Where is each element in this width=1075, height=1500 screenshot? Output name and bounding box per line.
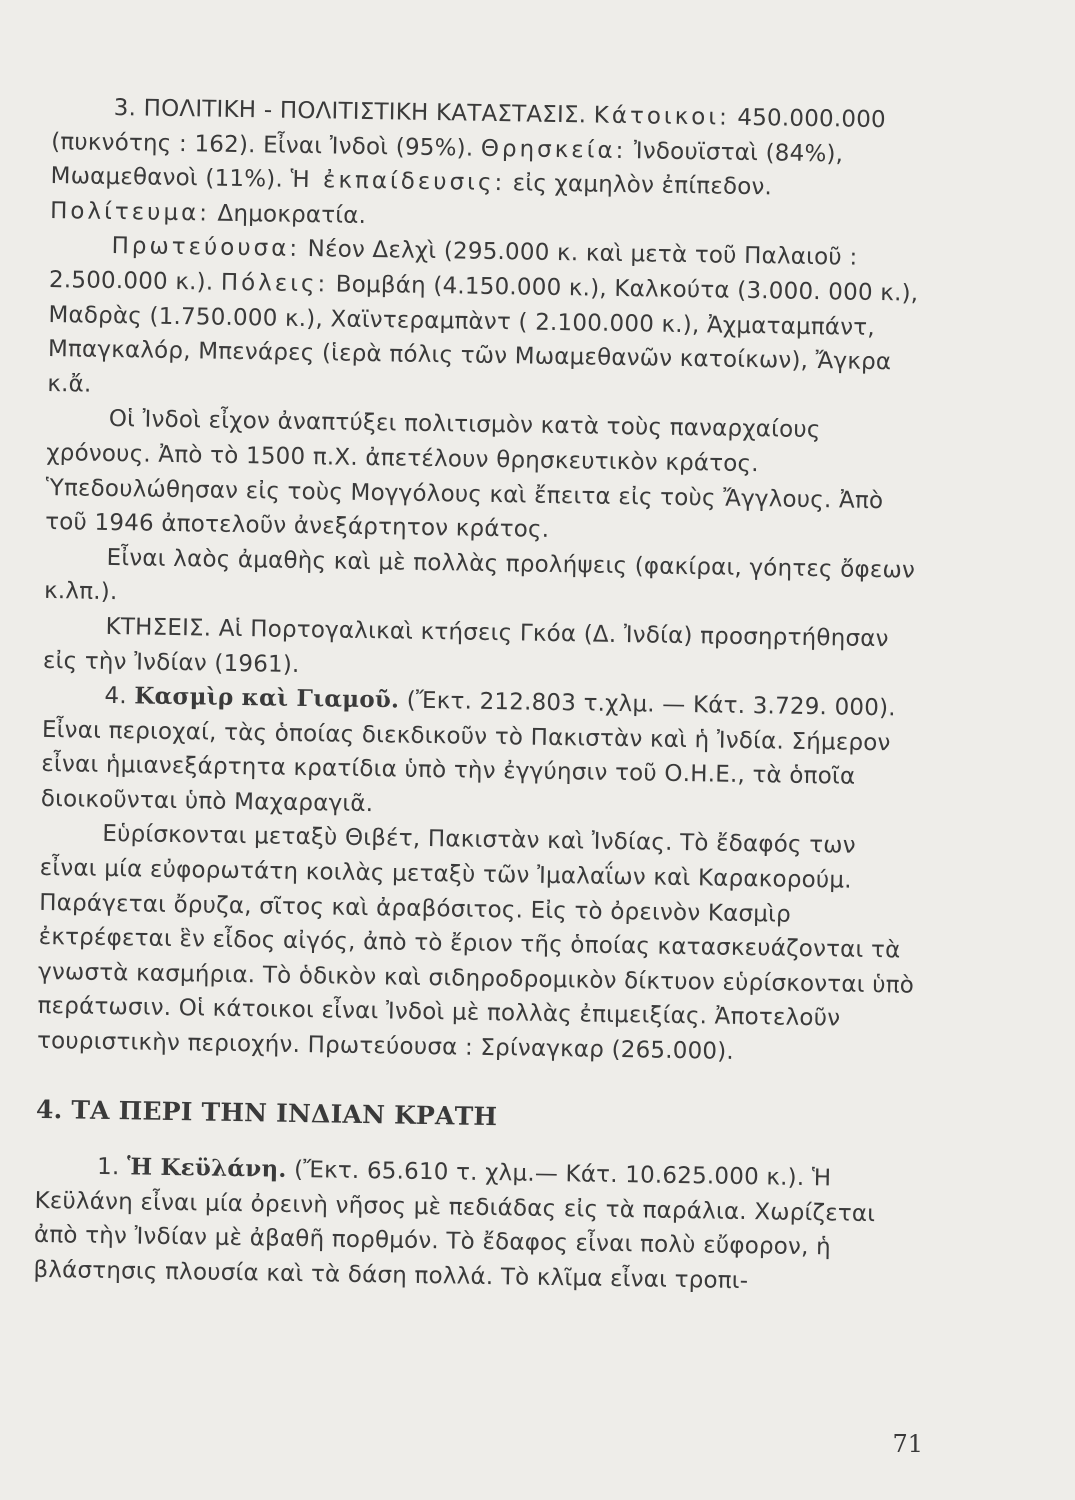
section-heading: 4. ΤΑ ΠΕΡΙ ΤΗΝ ΙΝΔΙΑΝ ΚΡΑΤΗ [35, 1094, 498, 1131]
body-text [33, 90, 932, 1301]
paragraph-capital-cities [47, 228, 930, 415]
government-label: Πολίτευμα: [49, 197, 211, 227]
page-number: 71 [892, 1430, 923, 1458]
cities-label: Πόλεις: [220, 269, 329, 298]
paragraph-kashmir [41, 678, 923, 830]
paragraph-political-situation [50, 90, 932, 242]
ceylon-title: Ἡ Κεϋλάνη. [126, 1153, 287, 1184]
paragraph-kashmir-geography: Εὑρίσκονται μεταξὺ Θιβέτ, Πακιστὰν καὶ Ἰνδίας. Τὸ ἔδαφός των εἶναι μία εὐφορωτάτη κοιλὰς μεταξὺ τῶν Ἰμαλαΐων καὶ Καρακορούμ. Παράγεται ὄρυζα, σῖτος καὶ ἀραβόσιτος. Εἰς τὸ ὀρεινὸν Κασμὶρ ἐκτρέφεται ἓν εἶδος αἰγός, ἀπὸ τὸ ἔριον τῆς ὁποίας κατασκευάζονται τὰ γνωστὰ κασμήρια. Τὸ ὁδικὸν καὶ σιδηροδρομικὸν δίκτυον εὑρίσκονται ὑπὸ περάτωσιν. Οἱ κάτοικοι εἶναι Ἰνδοὶ μὲ πολλὰς ἐπιμειξίας. Ἀποτελοῦν τουριστικὴν περιοχήν. Πρωτεύουσα : Σρίναγκαρ (265.000). [36, 821, 915, 1065]
inhabitants-label: Κάτοικοι: [593, 102, 731, 131]
paragraph-people: Εἶναι λαὸς ἀμαθὴς καὶ μὲ πολλὰς προλήψεις (φακίραι, γόητες ὄφεων κ.λπ.). [43, 544, 916, 606]
inhabitants-text: 450.000.000 (πυκνότης : 162). Εἶναι Ἰνδοὶ (95%). [50, 104, 887, 162]
section-title: 3. ΠΟΛΙΤΙΚΗ - ΠΟΛΙΤΙΣΤΙΚΗ ΚΑΤΑΣΤΑΣΙΣ. [113, 94, 587, 129]
kashmir-text: (Ἔκτ. 212.803 τ.χλμ. — Κάτ. 3.729. 000). Εἶναι περιοχαί, τὰς ὁποίας διεκδικοῦν τὸ Πακιστὰν καὶ ἡ Ἰνδία. Σήμερον εἶναι ἡμιανεξάρτητα κρατίδια ὑπὸ τὴν ἐγγύησιν τοῦ Ο.Η.Ε., τὰ ὁποῖα διοικοῦνται ὑπὸ Μαχαραγιᾶ. [40, 687, 896, 818]
paragraph-history: Οἱ Ἰνδοὶ εἶχον ἀναπτύξει πολιτισμὸν κατὰ τοὺς παναρχαίους χρόνους. Ἀπὸ τὸ 1500 π.Χ. ἀπετέλουν θρησκευτικὸν κράτος. Ὑπεδουλώθησαν εἰς τοὺς Μογγόλους καὶ ἔπειτα εἰς τοὺς Ἄγγλους. Ἀπὸ τοῦ 1946 ἀποτελοῦν ἀνεξάρτητον κράτος. [45, 406, 884, 543]
religion-label: Θρησκεία: [480, 135, 627, 164]
religion-text: Ἰνδουϊσταὶ (84%), Μωαμεθανοὶ (11%). [50, 137, 844, 193]
capital-text: Νέον Δελχὶ (295.000 κ. καὶ μετὰ τοῦ Παλαιοῦ : 2.500.000 κ.). [48, 236, 858, 296]
paragraph-possessions: ΚΤΗΣΕΙΣ. Αἱ Πορτογαλικαὶ κτήσεις Γκόα (Δ. Ἰνδία) προσηρτήθησαν εἰς τὴν Ἰνδίαν (1961). [42, 613, 889, 678]
ceylon-number: 1. [96, 1154, 120, 1181]
kashmir-number: 4. [104, 682, 128, 710]
capital-label: Πρωτεύουσα: [111, 233, 301, 263]
paragraph-ceylon [33, 1149, 915, 1301]
ceylon-text: (Ἔκτ. 65.610 τ. χλμ.— Κάτ. 10.625.000 κ.). Ἡ Κεϋλάνη εἶναι μία ὀρεινὴ νῆσος μὲ πεδιάδας εἰς τὰ παράλια. Χωρίζεται ἀπὸ τὴν Ἰνδίαν μὲ ἀβαθῆ πορθμόν. Τὸ ἔδαφος εἶναι πολὺ εὔφορον, ἡ βλάστησις πλουσία καὶ τὰ δάση πολλά. Τὸ κλῖμα εἶναι τροπι- [33, 1157, 876, 1295]
education-text: εἰς χαμηλὸν ἐπίπεδον. [512, 170, 773, 201]
cities-text: Βομβάη (4.150.000 κ.), Καλκούτα (3.000. 000 κ.), Μαδρὰς (1.750.000 κ.), Χαϊντεραμπὰντ ( 2.100.000 κ.), Ἀχματαμπάντ, Μπαγκαλόρ, Μπενάρες (ἱερὰ πόλις τῶν Μωαμεθανῶν κατοίκων), Ἄγκρα κ.ἄ. [47, 271, 919, 398]
kashmir-title: Κασμὶρ καὶ Γιαμοῦ. [134, 682, 400, 714]
education-label: Ἡ ἐκπαίδευσις: [290, 166, 506, 197]
government-text: Δημοκρατία. [217, 200, 367, 229]
